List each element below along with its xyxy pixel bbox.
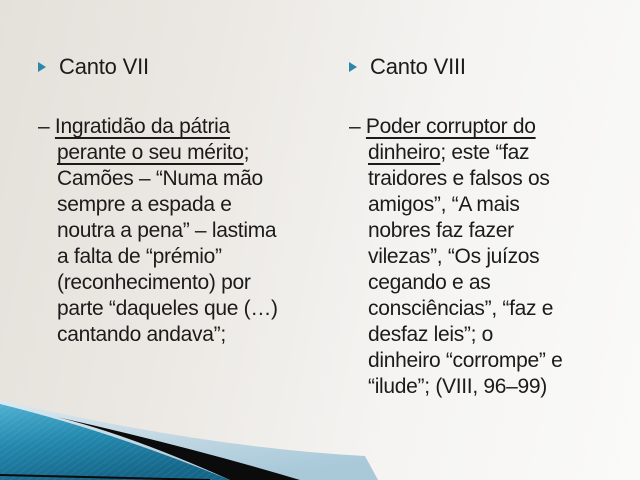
right-column-body <box>349 114 634 400</box>
right-column-heading <box>349 54 634 80</box>
body-text-line: noutra a pena” – lastima <box>57 219 277 242</box>
body-text-line: cegando e as <box>368 271 491 294</box>
body-text-line: desfaz leis”; o <box>368 323 494 346</box>
body-text-line: nobres faz fazer <box>368 219 514 242</box>
left-column <box>38 54 323 348</box>
body-text-line: – Poder corruptor do <box>349 115 536 138</box>
body-text-line: dinheiro; este “faz <box>368 141 530 164</box>
body-text-line: a falta de “prémio” <box>57 245 222 268</box>
bottom-swoosh-decoration <box>0 395 640 480</box>
left-heading-label: Canto VII <box>59 54 149 79</box>
body-text-line: “ilude”; (VIII, 96–99) <box>368 375 547 398</box>
body-text-line: dinheiro “corrompe” e <box>368 349 563 372</box>
bullet-triangle-icon <box>38 62 46 72</box>
bullet-triangle-icon <box>349 62 357 72</box>
body-text-line: perante o seu mérito; <box>57 141 250 164</box>
body-text-line: amigos”, “A mais <box>368 193 520 216</box>
body-text-line: cantando andava”; <box>57 323 226 346</box>
body-text-line: parte “daqueles que (…) <box>57 297 278 320</box>
body-text-line: vilezas”, “Os juízos <box>368 245 540 268</box>
body-text-line: consciências”, “faz e <box>368 297 554 320</box>
left-column-body <box>38 114 323 348</box>
left-column-heading <box>38 54 323 80</box>
body-text-line: sempre a espada e <box>57 193 232 216</box>
body-text-line: traidores e falsos os <box>368 167 550 190</box>
right-heading-label: Canto VIII <box>370 54 466 79</box>
body-text-line: – Ingratidão da pátria <box>38 115 230 138</box>
body-text-line: Camões – “Numa mão <box>57 167 263 190</box>
body-text-line: (reconhecimento) por <box>57 271 251 294</box>
right-column <box>349 54 634 400</box>
